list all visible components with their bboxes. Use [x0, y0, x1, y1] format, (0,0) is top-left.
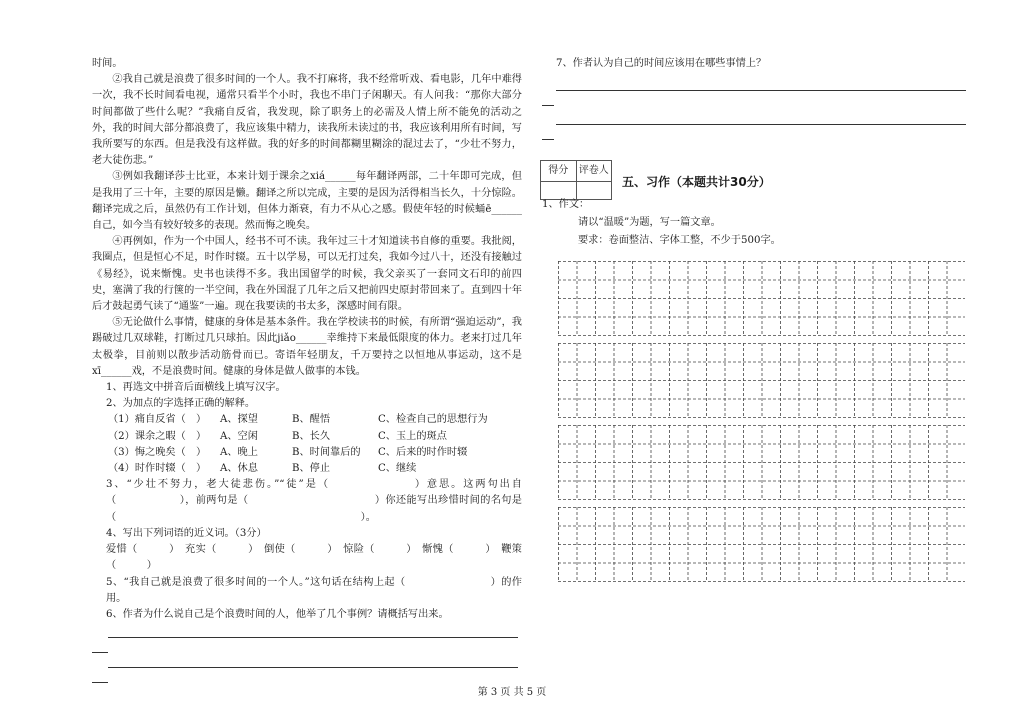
answer-line-short[interactable] [92, 668, 108, 683]
option-a: A、空闲 [220, 430, 258, 442]
question-6: 6、作者为什么说自己是个浪费时间的人，他举了几个事例？请概括写出来。 [106, 608, 449, 620]
question-3: 3、“少壮不努力，老大徒悲伤。”“徒”是（ ）意思。这两句出自（ ），前两句是（ ）你还能写出珍惜时间的名句是（ ）。 [106, 479, 522, 523]
left-column [92, 56, 522, 683]
option-item: （2）课余之暇（ ） [108, 430, 207, 442]
option-item: （3）悔之晚矣（ ） [108, 446, 207, 458]
option-a: A、探望 [220, 414, 258, 426]
option-c: C、后来的时作时辍 [378, 446, 468, 458]
question-4-words: 爱惜（ ） 充实（ ） 倒使（ ） 惊险（ ） 惭愧（ ） 鞭策（ ） [106, 544, 522, 572]
option-row [92, 412, 522, 428]
composition-number: 1、作文： [542, 199, 590, 210]
composition-topic: 请以“温暖”为题，写一篇文章。 [578, 217, 721, 228]
right-column [542, 56, 972, 140]
page-footer: 第 3 页 共 5 页 [477, 687, 547, 698]
answer-line-short[interactable] [542, 91, 554, 106]
option-row [92, 461, 522, 477]
answer-line[interactable] [556, 72, 966, 91]
option-b: B、醒悟 [292, 414, 331, 426]
answer-line[interactable] [108, 653, 518, 668]
writing-grid-svg [558, 261, 965, 589]
score-box [540, 160, 612, 182]
option-c: C、检查自己的思想行为 [378, 414, 488, 426]
question-5: 5、“我自己就是浪费了很多时间的一个人。”这句话在结构上起（ ）的作用。 [106, 576, 522, 604]
answer-line[interactable] [108, 623, 518, 638]
reading-paragraph-3: ④再例如，作为一个中国人，经书不可不读。我年过三十才知道读书自修的重要。我批阅，我圈点，但是恒心不足，时作时辍。五十以学易，可以无打过矣，我如今过八十，还没有接触过《易经》，说来惭愧。史书也读得不多。我出国留学的时候，我父亲买了一套同文石印的前四史，塞满了我的行箧的一半空间，我在外国混了几年之后又把前四史原封带回来了。直到四十年后才鼓起勇气读了“通鉴”一遍。现在我要读的书太多，深感时间有限。 [92, 236, 522, 313]
option-a: A、晚上 [220, 446, 258, 458]
section-title: 五、习作（本题共计30分） [622, 175, 771, 189]
score-label: 得分 [541, 161, 577, 181]
writing-grid[interactable] [558, 261, 965, 589]
reading-paragraph-0: 时间。 [92, 58, 123, 69]
answer-line-short[interactable] [92, 638, 108, 653]
option-b: B、停止 [292, 463, 331, 475]
question-2-options [92, 412, 522, 477]
composition-requirements: 要求：卷面整洁、字体工整，不少于500字。 [578, 235, 781, 246]
option-c: C、继续 [378, 463, 417, 475]
reading-paragraph-1: ②我自己就是浪费了很多时间的一个人。我不打麻将，我不经常听戏、看电影，几年中难得一次，我不长时间看电视，通常只看半个小时，我也不串门子闲聊天。有人问我：“那你大部分时间都做了些什么呢？”我痛自反省，我发现，除了职务上的必需及人情上所不能免的活动之外，我的时间大部分都浪费了，我应该集中精力，读我所未读过的书，我应该利用所有时间，写我所要写的东西。但是我没有这样做。我的好多的时间都糊里糊涂的混过去了，“少壮不努力，老大徒伤悲。” [92, 74, 522, 167]
composition-instructions [542, 196, 781, 250]
option-a: A、休息 [220, 463, 258, 475]
option-item: （4）时作时辍（ ） [108, 463, 207, 475]
option-row [92, 445, 522, 461]
option-item: （1）痛自反省（ ） [108, 414, 207, 426]
option-c: C、玉上的斑点 [378, 430, 447, 442]
option-b: B、长久 [292, 430, 331, 442]
reading-paragraph-2: ③例如我翻译莎士比亚，本来计划于课余之xiá______每年翻译两部，二十年即可完成，但是我用了三十年，主要的原因是懒。翻译之所以完成，主要的是因为活得相当长久，十分惊险。翻译完成之后，虽然仍有工作计划，但体力渐衰，有力不从心之感。假使年轻的时候蛹ē______自己，如今当有较好较多的表现。然而悔之晚矣。 [92, 171, 522, 232]
question-2: 2、为加点的字选择正确的解释。 [106, 398, 256, 410]
question-7: 7、作者认为自己的时间应该用在哪些事情上？ [556, 58, 767, 69]
answer-line-short[interactable] [542, 125, 554, 140]
option-b: B、时间靠后的 [292, 446, 361, 458]
question-4: 4、写出下列词语的近义词。（3分） [106, 527, 267, 539]
grader-label: 评卷人 [578, 165, 609, 176]
answer-line[interactable] [556, 106, 966, 125]
option-row [92, 429, 522, 445]
reading-paragraph-4: ⑤无论做什么事情，健康的身体是基本条件。我在学校读书的时候，有所谓“强迫运动”，我踢破过几双球鞋，打断过几只球拍。因此jiǎo______幸维持下来最低限度的体力。老来打过几年太极拳，目前则以散步活动筋骨而已。寄语年轻朋友，千万要持之以恒地从事运动，这不是xī______戏，不是浪费时间。健康的身体是做人做事的本钱。 [92, 317, 522, 377]
question-1: 1、再选文中拼音后面横线上填写汉字。 [106, 382, 286, 394]
